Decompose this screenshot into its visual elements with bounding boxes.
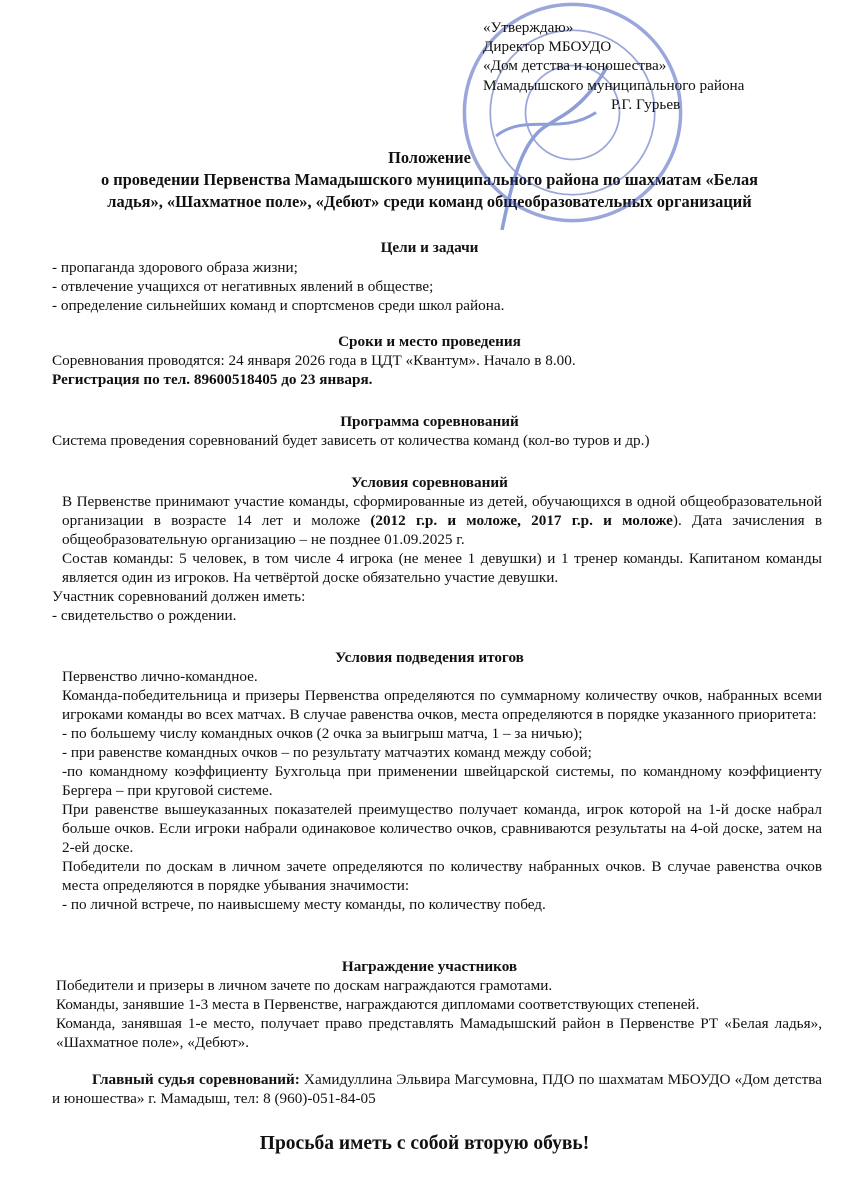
- judge-label: Главный судья соревнований:: [92, 1071, 300, 1088]
- paragraph: Команда, занявшая 1-е место, получает право представлять Мамадышский район в Первенстве РТ «Белая ладья», «Шахматное поле», «Дебют».: [56, 1015, 822, 1051]
- paragraph: Победители и призеры в личном зачете по доскам награждаются грамотами.: [56, 977, 553, 994]
- conditions-paragraph: [62, 492, 822, 549]
- paragraph: - при равенстве командных очков – по результату матчаэтих команд между собой;: [62, 744, 592, 761]
- approval-line: «Утверждаю»: [483, 19, 574, 36]
- results-text: [62, 667, 822, 914]
- paragraph: - по личной встрече, по наивысшему месту команды, по количеству побед.: [62, 896, 546, 913]
- results-heading: Условия подведения итогов: [335, 649, 524, 666]
- document-title: [40, 147, 819, 213]
- awards-text: [56, 976, 822, 1052]
- list-item: - отвлечение учащихся от негативных явлений в обществе;: [52, 278, 434, 295]
- goals-heading: Цели и задачи: [380, 239, 479, 256]
- schedule-text: [52, 351, 822, 389]
- goals-list: [52, 258, 822, 315]
- judge-info: Хамидуллина Эльвира Магсумовна, ПДО по шахматам МБОУДО «Дом детства и юношества» г. Мамадыш, тел: 8 (960)-051-84-05: [52, 1071, 822, 1107]
- conditions-heading: Условия соревнований: [351, 474, 508, 491]
- awards-heading: Награждение участников: [341, 958, 518, 975]
- text: В Первенстве принимают участие команды, сформированные из детей, обучающихся в одной общеобразовательной организации в возрасте 14 лет и моложе: [62, 493, 822, 529]
- signature-name: Р.Г. Гурьев: [611, 95, 681, 113]
- paragraph: Первенство лично-командное.: [62, 668, 258, 685]
- schedule-line: Соревнования проводятся: 24 января 2026 года в ЦДТ «Квантум». Начало в 8.00.: [52, 352, 576, 369]
- requirement-item: - свидетельство о рождении.: [52, 607, 237, 624]
- closing-note: Просьба иметь с собой вторую обувь!: [259, 1133, 590, 1154]
- paragraph: Команды, занявшие 1-3 места в Первенстве, награждаются дипломами соответствующих степеней.: [56, 996, 700, 1013]
- paragraph: Команда-победительница и призеры Первенства определяются по суммарному количеству очков, набранных всеми игроками команды во всех матчах. В случае равенства очков, места определяются в порядке указанного приоритета:: [62, 687, 822, 723]
- paragraph: - по большему числу командных очков (2 очка за выигрыш матча, 1 – за ничью);: [62, 725, 583, 742]
- paragraph: Победители по доскам в личном зачете определяются по количеству набранных очков. В случае равенства очков места определяются в порядке убывания значимости:: [62, 858, 822, 894]
- title-line: о проведении Первенства Мамадышского муниципального района по шахматам «Белая: [100, 170, 759, 189]
- schedule-heading: Сроки и место проведения: [338, 333, 521, 350]
- title-line: ладья», «Шахматное поле», «Дебют» среди команд общеобразовательных организаций: [107, 192, 752, 211]
- approval-line: Директор МБОУДО: [483, 38, 612, 56]
- program-heading: Программа соревнований: [340, 413, 519, 430]
- list-item: - пропаганда здорового образа жизни;: [52, 259, 298, 276]
- approval-block: [483, 18, 744, 114]
- title-line: Положение: [388, 148, 471, 167]
- registration-line: Регистрация по тел. 89600518405 до 23 января.: [52, 371, 373, 388]
- chief-judge: [52, 1070, 822, 1108]
- paragraph: При равенстве вышеуказанных показателей преимущество получает команда, игрок которой на 1-й доске набрал больше очков. Если игроки набрали одинаковое количество очков, сравниваются результаты на 4-ой доске, затем на 2-ей доске.: [62, 801, 822, 856]
- list-item: - определение сильнейших команд и спортсменов среди школ района.: [52, 297, 505, 314]
- paragraph: -по командному коэффициенту Бухгольца при применении швейцарской системы, по командному коэффициенту Бергера – при круговой системе.: [62, 763, 822, 799]
- program-text: Система проведения соревнований будет зависеть от количества команд (кол-во туров и др.): [52, 432, 650, 449]
- participant-requirements: Участник соревнований должен иметь:: [52, 588, 306, 605]
- team-composition: Состав команды: 5 человек, в том числе 4 игрока (не менее 1 девушки) и 1 тренер команды. Капитаном команды является один из игроков. На четвёртой доске обязательно участие девушки.: [62, 550, 822, 586]
- birth-years: (2012 г.р. и моложе, 2017 г.р. и моложе: [370, 512, 673, 529]
- approval-line: Мамадышского муниципального района: [483, 76, 745, 94]
- approval-line: «Дом детства и юношества»: [483, 57, 667, 75]
- text: ). Дата зачисления в общеобразовательную организацию – не позднее 01.09.2025 г.: [62, 512, 822, 548]
